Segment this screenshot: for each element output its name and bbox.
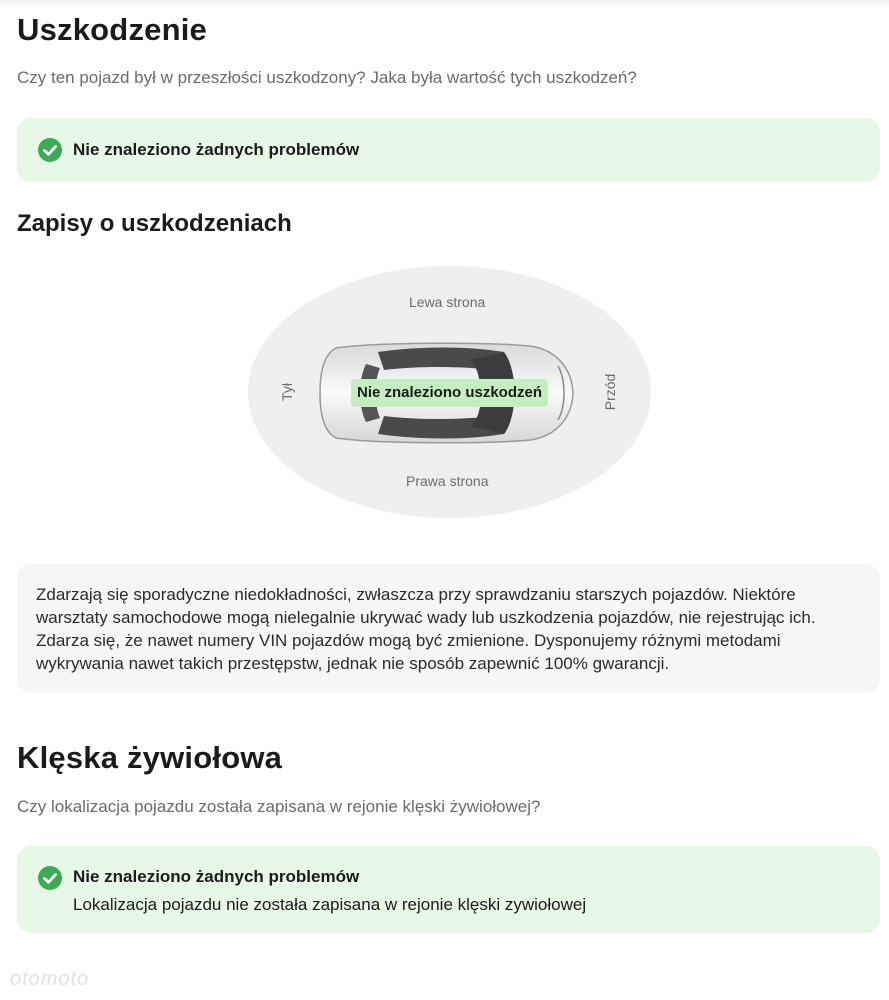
right-side-label: Prawa strona	[406, 473, 489, 489]
damage-records-title: Zapisy o uszkodzeniach	[17, 210, 292, 237]
disaster-title: Klęska żywiołowa	[17, 740, 283, 775]
disaster-status-text: Nie znaleziono żadnych problemów	[73, 867, 360, 886]
check-circle-icon	[38, 138, 62, 162]
disclaimer-box	[17, 564, 880, 693]
check-circle-icon	[38, 866, 62, 890]
rear-label: Tył	[279, 383, 295, 401]
damage-status-text: Nie znaleziono żadnych problemów	[73, 140, 360, 159]
top-fade	[0, 0, 889, 10]
disaster-subtitle: Czy lokalizacja pojazdu została zapisana w rejonie klęski żywiołowej?	[17, 797, 541, 816]
watermark-logo: otomoto	[10, 968, 90, 990]
disclaimer-text: Zdarzają się sporadyczne niedokładności, zwłaszcza przy sprawdzaniu starszych pojazdów. Niektóre warsztaty samochodowe mogą nielegalnie ukrywać wady lub uszkodzenia pojazdów, nie rejestrując ich. Zdarza się, że nawet numery VIN pojazdów mogą być zmienione. Dysponujemy różnymi metodami wykrywania nawet takich przestępstw, jednak nie sposób zapewnić 100% gwarancji.	[36, 585, 816, 673]
disaster-status-box	[17, 846, 880, 933]
no-damage-label: Nie znaleziono uszkodzeń	[351, 379, 548, 407]
damage-title: Uszkodzenie	[17, 12, 207, 47]
front-label: Przód	[602, 373, 618, 411]
left-side-label: Lewa strona	[409, 294, 486, 310]
damage-status-box	[17, 118, 880, 182]
damage-subtitle: Czy ten pojazd był w przeszłości uszkodzony? Jaka była wartość tych uszkodzeń?	[17, 68, 637, 87]
disaster-status-detail: Lokalizacja pojazdu nie została zapisana w rejonie klęski zywiołowej	[73, 895, 587, 914]
